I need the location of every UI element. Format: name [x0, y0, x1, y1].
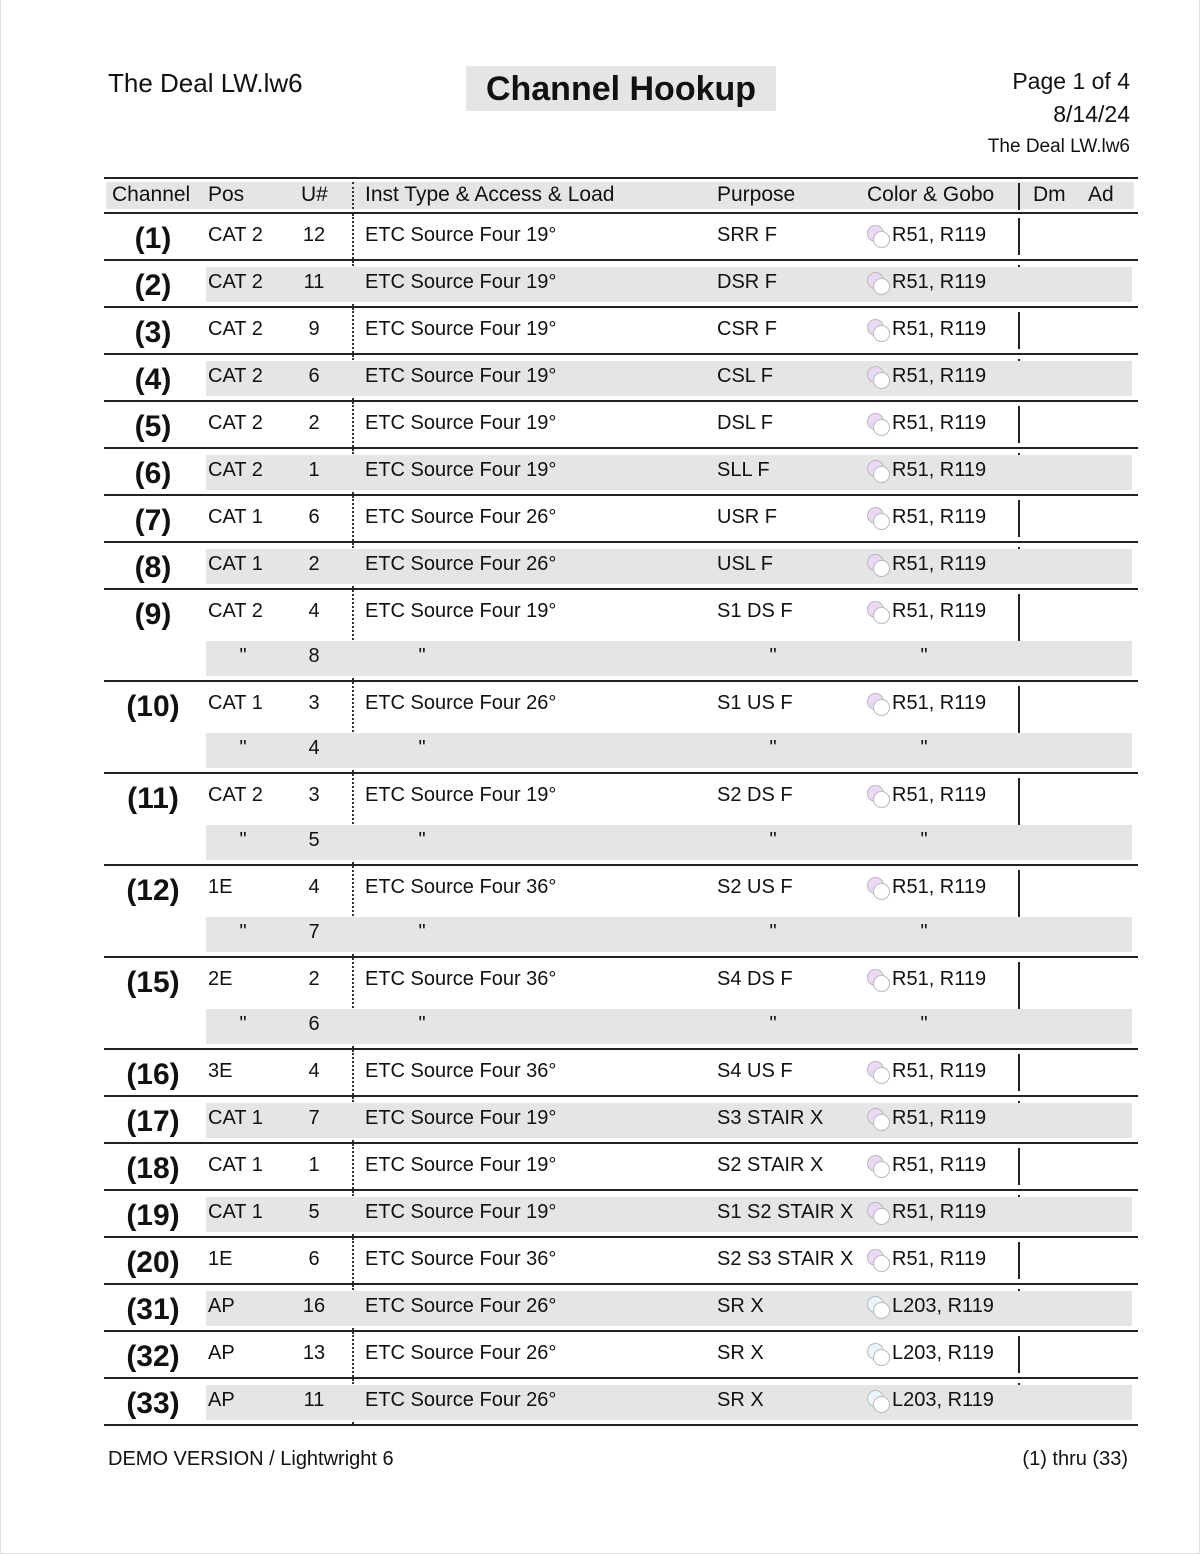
cell-color: " — [920, 921, 928, 943]
channel-group — [104, 1379, 1138, 1426]
footer-range: (1) thru (33) — [1022, 1448, 1128, 1470]
table-row — [104, 1379, 1138, 1424]
cell-color: R51, R119 — [892, 1248, 987, 1270]
cell-color-gobo — [867, 1295, 994, 1318]
channel-group — [104, 402, 1138, 449]
channel-group — [104, 308, 1138, 355]
channel-number: (6) — [134, 457, 172, 490]
cell-purpose: S1 US F — [717, 692, 793, 714]
cell-pos: CAT 1 — [208, 1107, 263, 1129]
cell-inst-type: " — [418, 1013, 426, 1035]
cell-inst-type: ETC Source Four 19° — [365, 600, 557, 622]
color-swatch-icon — [867, 1343, 889, 1365]
cell-color: R51, R119 — [892, 271, 987, 293]
column-divider — [1018, 183, 1020, 210]
cell-color-gobo — [867, 318, 986, 341]
cell-inst-type: ETC Source Four 36° — [365, 1248, 557, 1270]
cell-unit: 5 — [308, 829, 320, 851]
cell-color: R51, R119 — [892, 1107, 987, 1129]
cell-color: R51, R119 — [892, 553, 987, 575]
cell-unit: 6 — [308, 1248, 320, 1270]
cell-purpose: SR X — [717, 1295, 764, 1317]
cell-pos: AP — [208, 1389, 235, 1411]
cell-color-gobo — [867, 1060, 986, 1083]
page-edge-left — [0, 0, 1, 1554]
cell-color: R51, R119 — [892, 784, 987, 806]
cell-color-gobo — [867, 876, 986, 899]
cell-color-gobo — [867, 271, 986, 294]
cell-inst-type: " — [418, 829, 426, 851]
cell-color: R51, R119 — [892, 459, 987, 481]
cell-unit: 7 — [308, 1107, 320, 1129]
color-swatch-icon — [867, 272, 889, 294]
hookup-table — [104, 177, 1138, 1426]
cell-pos: " — [239, 737, 247, 759]
cell-color: R51, R119 — [892, 1154, 987, 1176]
channel-number: (11) — [127, 782, 179, 815]
cell-unit: 7 — [308, 921, 320, 943]
color-swatch-icon — [867, 1390, 889, 1412]
cell-inst-type: ETC Source Four 19° — [365, 365, 557, 387]
cell-inst-type: ETC Source Four 26° — [365, 1389, 557, 1411]
cell-color: L203, R119 — [892, 1295, 994, 1317]
column-inst-type: Inst Type & Access & Load — [365, 183, 615, 206]
cell-unit: 6 — [308, 365, 320, 387]
row-shade — [206, 1009, 1132, 1044]
row-shade — [206, 455, 1132, 490]
cell-color-gobo — [867, 224, 986, 247]
cell-pos: CAT 2 — [208, 271, 263, 293]
cell-inst-type: " — [418, 737, 426, 759]
cell-purpose: " — [769, 737, 777, 759]
table-row — [104, 866, 1138, 911]
channel-group — [104, 449, 1138, 496]
cell-inst-type: ETC Source Four 26° — [365, 1342, 557, 1364]
column-divider-dotted — [352, 182, 354, 209]
cell-unit: 8 — [308, 645, 320, 667]
cell-purpose: SR X — [717, 1342, 764, 1364]
table-row — [104, 958, 1138, 1003]
cell-pos: CAT 2 — [208, 412, 263, 434]
channel-number: (5) — [134, 410, 172, 443]
cell-inst-type: ETC Source Four 19° — [365, 271, 557, 293]
cell-inst-type: ETC Source Four 19° — [365, 224, 557, 246]
cell-pos: " — [239, 921, 247, 943]
cell-pos: CAT 1 — [208, 1154, 263, 1176]
table-row — [104, 590, 1138, 635]
cell-color-gobo — [867, 365, 986, 388]
table-row — [104, 819, 1138, 864]
cell-inst-type: ETC Source Four 19° — [365, 1154, 557, 1176]
cell-color: R51, R119 — [892, 365, 987, 387]
cell-purpose: S2 US F — [717, 876, 793, 898]
table-row — [104, 355, 1138, 400]
color-swatch-icon — [867, 1296, 889, 1318]
cell-purpose: " — [769, 645, 777, 667]
channel-number: (33) — [126, 1387, 180, 1420]
cell-unit: 2 — [308, 412, 320, 434]
cell-color-gobo — [867, 784, 986, 807]
table-row — [104, 496, 1138, 541]
cell-purpose: S2 DS F — [717, 784, 793, 806]
table-row — [104, 727, 1138, 772]
table-row — [104, 1238, 1138, 1283]
table-row — [104, 214, 1138, 259]
table-row — [104, 1003, 1138, 1048]
cell-color: L203, R119 — [892, 1342, 994, 1364]
cell-inst-type: " — [418, 921, 426, 943]
cell-purpose: S4 DS F — [717, 968, 793, 990]
cell-purpose: DSL F — [717, 412, 773, 434]
cell-inst-type: ETC Source Four 19° — [365, 318, 557, 340]
channel-number: (1) — [134, 222, 172, 255]
cell-purpose: S2 STAIR X — [717, 1154, 824, 1176]
cell-purpose: " — [769, 829, 777, 851]
row-shade — [206, 733, 1132, 768]
cell-purpose: S1 S2 STAIR X — [717, 1201, 854, 1223]
cell-color-gobo — [867, 968, 986, 991]
column-header-row — [104, 177, 1138, 214]
cell-pos: 1E — [208, 876, 233, 898]
cell-color: R51, R119 — [892, 692, 987, 714]
table-row — [104, 449, 1138, 494]
color-swatch-icon — [867, 877, 889, 899]
cell-unit: 4 — [308, 737, 320, 759]
channel-number: (7) — [134, 504, 172, 537]
cell-color-gobo — [867, 506, 986, 529]
cell-color: R51, R119 — [892, 1201, 987, 1223]
cell-color: " — [920, 645, 928, 667]
table-row — [104, 1097, 1138, 1142]
cell-unit: 13 — [302, 1342, 326, 1364]
channel-number: (20) — [126, 1246, 180, 1279]
color-swatch-icon — [867, 1061, 889, 1083]
channel-number: (10) — [126, 690, 180, 723]
cell-color: R51, R119 — [892, 600, 987, 622]
cell-unit: 5 — [308, 1201, 320, 1223]
cell-pos: CAT 2 — [208, 784, 263, 806]
table-row — [104, 911, 1138, 956]
cell-color: R51, R119 — [892, 412, 987, 434]
cell-pos: 1E — [208, 1248, 233, 1270]
row-shade — [206, 361, 1132, 396]
cell-unit: 2 — [308, 553, 320, 575]
cell-unit: 16 — [302, 1295, 326, 1317]
cell-purpose: SLL F — [717, 459, 770, 481]
cell-purpose: USL F — [717, 553, 773, 575]
color-swatch-icon — [867, 1202, 889, 1224]
cell-inst-type: ETC Source Four 26° — [365, 1295, 557, 1317]
cell-pos: CAT 1 — [208, 553, 263, 575]
cell-pos: CAT 2 — [208, 224, 263, 246]
cell-unit: 1 — [308, 459, 320, 481]
channel-number: (19) — [126, 1199, 180, 1232]
cell-purpose: " — [769, 921, 777, 943]
row-shade — [206, 1197, 1132, 1232]
header-file-name-small: The Deal LW.lw6 — [987, 136, 1130, 157]
cell-color: R51, R119 — [892, 318, 987, 340]
cell-color-gobo — [867, 692, 986, 715]
row-shade — [206, 641, 1132, 676]
cell-pos: CAT 1 — [208, 1201, 263, 1223]
column-address: Ad — [1088, 183, 1114, 206]
cell-color-gobo — [867, 1389, 994, 1412]
cell-purpose: CSL F — [717, 365, 773, 387]
table-row — [104, 682, 1138, 727]
cell-purpose: SR X — [717, 1389, 764, 1411]
cell-color: R51, R119 — [892, 876, 987, 898]
channel-group — [104, 214, 1138, 261]
cell-inst-type: ETC Source Four 36° — [365, 876, 557, 898]
cell-inst-type: ETC Source Four 26° — [365, 553, 557, 575]
color-swatch-icon — [867, 225, 889, 247]
cell-pos: AP — [208, 1342, 235, 1364]
color-swatch-icon — [867, 1249, 889, 1271]
column-purpose: Purpose — [717, 183, 796, 206]
column-channel: Channel — [112, 183, 191, 206]
cell-inst-type: ETC Source Four 26° — [365, 506, 557, 528]
table-row — [104, 1332, 1138, 1377]
channel-group — [104, 355, 1138, 402]
cell-color: " — [920, 1013, 928, 1035]
cell-purpose: S4 US F — [717, 1060, 793, 1082]
table-row — [104, 1191, 1138, 1236]
cell-pos: 2E — [208, 968, 233, 990]
cell-inst-type: ETC Source Four 19° — [365, 459, 557, 481]
channel-group — [104, 1285, 1138, 1332]
cell-inst-type: ETC Source Four 19° — [365, 412, 557, 434]
row-shade — [206, 1103, 1132, 1138]
color-swatch-icon — [867, 413, 889, 435]
color-swatch-icon — [867, 785, 889, 807]
page-number: Page 1 of 4 — [1012, 68, 1130, 94]
cell-color-gobo — [867, 1201, 986, 1224]
cell-purpose: " — [769, 1013, 777, 1035]
table-row — [104, 1050, 1138, 1095]
row-shade — [206, 917, 1132, 952]
channel-number: (32) — [126, 1340, 180, 1373]
channel-group — [104, 682, 1138, 774]
channel-group — [104, 1238, 1138, 1285]
cell-pos: " — [239, 645, 247, 667]
cell-unit: 3 — [308, 692, 320, 714]
channel-number: (3) — [134, 316, 172, 349]
cell-pos: CAT 1 — [208, 506, 263, 528]
cell-purpose: S2 S3 STAIR X — [717, 1248, 854, 1270]
report-date: 8/14/24 — [1053, 101, 1130, 127]
footer-version: DEMO VERSION / Lightwright 6 — [108, 1448, 394, 1470]
cell-pos: CAT 2 — [208, 459, 263, 481]
cell-unit: 6 — [308, 506, 320, 528]
channel-group — [104, 1191, 1138, 1238]
color-swatch-icon — [867, 693, 889, 715]
channel-group — [104, 590, 1138, 682]
cell-unit: 11 — [303, 1389, 325, 1411]
cell-color: R51, R119 — [892, 1060, 987, 1082]
channel-number: (15) — [126, 966, 180, 999]
table-row — [104, 1144, 1138, 1189]
cell-unit: 1 — [308, 1154, 320, 1176]
color-swatch-icon — [867, 1155, 889, 1177]
cell-pos: CAT 2 — [208, 318, 263, 340]
cell-color-gobo — [867, 553, 986, 576]
color-swatch-icon — [867, 366, 889, 388]
column-dimmer: Dm — [1033, 183, 1066, 206]
channel-number: (31) — [126, 1293, 180, 1326]
cell-color-gobo — [867, 1248, 986, 1271]
column-pos: Pos — [208, 183, 245, 206]
table-row — [104, 1285, 1138, 1330]
cell-inst-type: ETC Source Four 36° — [365, 1060, 557, 1082]
channel-group — [104, 774, 1138, 866]
cell-inst-type: " — [418, 645, 426, 667]
cell-pos: " — [239, 829, 247, 851]
page-title: Channel Hookup — [466, 66, 776, 111]
cell-color: L203, R119 — [892, 1389, 994, 1411]
cell-pos: 3E — [208, 1060, 233, 1082]
cell-pos: CAT 2 — [208, 600, 263, 622]
cell-pos: AP — [208, 1295, 235, 1317]
channel-group — [104, 1144, 1138, 1191]
channel-number: (2) — [134, 269, 172, 302]
channel-group — [104, 496, 1138, 543]
cell-inst-type: ETC Source Four 19° — [365, 1107, 557, 1129]
table-row — [104, 402, 1138, 447]
cell-unit: 6 — [308, 1013, 320, 1035]
color-swatch-icon — [867, 507, 889, 529]
color-swatch-icon — [867, 969, 889, 991]
cell-color-gobo — [867, 459, 986, 482]
color-swatch-icon — [867, 601, 889, 623]
channel-rows — [104, 214, 1138, 1426]
cell-color-gobo — [867, 412, 986, 435]
column-unit: U# — [301, 183, 328, 206]
cell-inst-type: ETC Source Four 19° — [365, 1201, 557, 1223]
cell-inst-type: ETC Source Four 36° — [365, 968, 557, 990]
cell-unit: 2 — [308, 968, 320, 990]
cell-pos: CAT 1 — [208, 692, 263, 714]
cell-color-gobo — [867, 1342, 994, 1365]
cell-purpose: S3 STAIR X — [717, 1107, 824, 1129]
table-row — [104, 261, 1138, 306]
channel-group — [104, 261, 1138, 308]
table-row — [104, 308, 1138, 353]
row-shade — [206, 267, 1132, 302]
column-color-gobo: Color & Gobo — [867, 183, 995, 206]
cell-color: " — [920, 829, 928, 851]
table-row — [104, 543, 1138, 588]
cell-color: R51, R119 — [892, 506, 987, 528]
color-swatch-icon — [867, 1108, 889, 1130]
cell-color-gobo — [867, 1107, 986, 1130]
channel-number: (9) — [134, 598, 172, 631]
cell-purpose: S1 DS F — [717, 600, 793, 622]
channel-group — [104, 1097, 1138, 1144]
channel-number: (16) — [126, 1058, 180, 1091]
channel-number: (4) — [134, 363, 172, 396]
cell-unit: 11 — [303, 271, 325, 293]
cell-unit: 12 — [302, 224, 326, 246]
cell-unit: 3 — [308, 784, 320, 806]
table-row — [104, 635, 1138, 680]
cell-inst-type: ETC Source Four 26° — [365, 692, 557, 714]
header-file-name: The Deal LW.lw6 — [108, 68, 303, 98]
channel-number: (8) — [134, 551, 172, 584]
cell-color-gobo — [867, 1154, 986, 1177]
cell-purpose: USR F — [717, 506, 777, 528]
channel-group — [104, 866, 1138, 958]
cell-purpose: CSR F — [717, 318, 777, 340]
channel-group — [104, 1332, 1138, 1379]
cell-unit: 9 — [308, 318, 320, 340]
cell-color: R51, R119 — [892, 968, 987, 990]
cell-purpose: DSR F — [717, 271, 777, 293]
channel-group — [104, 958, 1138, 1050]
cell-color-gobo — [867, 600, 986, 623]
channel-number: (18) — [126, 1152, 180, 1185]
channel-group — [104, 543, 1138, 590]
cell-purpose: SRR F — [717, 224, 777, 246]
cell-color: " — [920, 737, 928, 759]
color-swatch-icon — [867, 554, 889, 576]
channel-number: (17) — [126, 1105, 180, 1138]
cell-pos: " — [239, 1013, 247, 1035]
channel-number: (12) — [126, 874, 180, 907]
row-shade — [206, 825, 1132, 860]
cell-inst-type: ETC Source Four 19° — [365, 784, 557, 806]
color-swatch-icon — [867, 319, 889, 341]
cell-color: R51, R119 — [892, 224, 987, 246]
row-shade — [206, 549, 1132, 584]
cell-unit: 4 — [308, 600, 320, 622]
cell-pos: CAT 2 — [208, 365, 263, 387]
cell-unit: 4 — [308, 876, 320, 898]
color-swatch-icon — [867, 460, 889, 482]
channel-group — [104, 1050, 1138, 1097]
table-row — [104, 774, 1138, 819]
cell-unit: 4 — [308, 1060, 320, 1082]
